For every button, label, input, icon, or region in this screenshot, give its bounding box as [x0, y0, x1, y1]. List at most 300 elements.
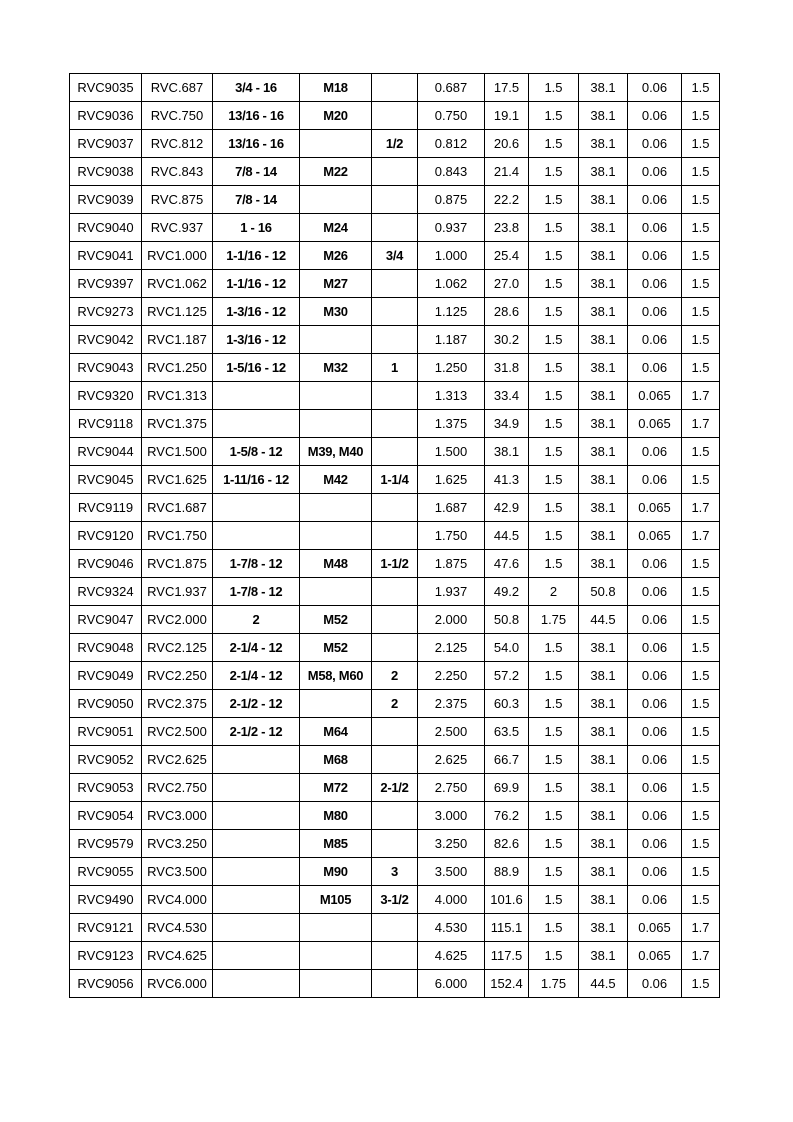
value-b-cell: 38.1: [579, 354, 628, 382]
value-c-cell: 0.06: [628, 746, 682, 774]
mm-size-cell: 115.1: [485, 914, 529, 942]
metric-cell: [300, 382, 372, 410]
part-number-cell: RVC9044: [70, 438, 142, 466]
part-number-cell: RVC9320: [70, 382, 142, 410]
pipe-size-cell: [372, 830, 418, 858]
value-d-cell: 1.5: [682, 466, 720, 494]
thread-cell: 1-5/16 - 12: [213, 354, 300, 382]
model-cell: RVC1.625: [142, 466, 213, 494]
model-cell: RVC1.313: [142, 382, 213, 410]
pipe-size-cell: [372, 914, 418, 942]
part-number-cell: RVC9052: [70, 746, 142, 774]
value-d-cell: 1.5: [682, 130, 720, 158]
value-c-cell: 0.06: [628, 186, 682, 214]
table-row: [70, 270, 720, 298]
metric-cell: M20: [300, 102, 372, 130]
inch-size-cell: 1.062: [418, 270, 485, 298]
value-b-cell: 38.1: [579, 102, 628, 130]
value-a-cell: 1.5: [529, 662, 579, 690]
thread-cell: 1-3/16 - 12: [213, 326, 300, 354]
inch-size-cell: 2.625: [418, 746, 485, 774]
pipe-size-cell: [372, 298, 418, 326]
pipe-size-cell: [372, 214, 418, 242]
pipe-size-cell: [372, 970, 418, 998]
model-cell: RVC.750: [142, 102, 213, 130]
mm-size-cell: 47.6: [485, 550, 529, 578]
mm-size-cell: 42.9: [485, 494, 529, 522]
pipe-size-cell: 1-1/2: [372, 550, 418, 578]
thread-cell: [213, 942, 300, 970]
value-d-cell: 1.5: [682, 886, 720, 914]
value-c-cell: 0.06: [628, 718, 682, 746]
thread-cell: [213, 858, 300, 886]
model-cell: RVC.875: [142, 186, 213, 214]
value-c-cell: 0.06: [628, 298, 682, 326]
table-row: [70, 858, 720, 886]
inch-size-cell: 2.125: [418, 634, 485, 662]
model-cell: RVC2.500: [142, 718, 213, 746]
metric-cell: [300, 942, 372, 970]
value-b-cell: 38.1: [579, 942, 628, 970]
pipe-size-cell: [372, 634, 418, 662]
part-number-cell: RVC9324: [70, 578, 142, 606]
value-b-cell: 38.1: [579, 438, 628, 466]
table-row: [70, 942, 720, 970]
metric-cell: M30: [300, 298, 372, 326]
model-cell: RVC.812: [142, 130, 213, 158]
value-b-cell: 38.1: [579, 690, 628, 718]
value-c-cell: 0.065: [628, 942, 682, 970]
value-b-cell: 38.1: [579, 186, 628, 214]
metric-cell: [300, 970, 372, 998]
value-b-cell: 38.1: [579, 522, 628, 550]
model-cell: RVC.843: [142, 158, 213, 186]
part-number-cell: RVC9050: [70, 690, 142, 718]
value-a-cell: 1.5: [529, 354, 579, 382]
mm-size-cell: 27.0: [485, 270, 529, 298]
table-row: [70, 690, 720, 718]
mm-size-cell: 76.2: [485, 802, 529, 830]
inch-size-cell: 4.625: [418, 942, 485, 970]
pipe-size-cell: 2: [372, 662, 418, 690]
value-d-cell: 1.5: [682, 774, 720, 802]
part-number-cell: RVC9056: [70, 970, 142, 998]
value-c-cell: 0.06: [628, 74, 682, 102]
value-d-cell: 1.5: [682, 746, 720, 774]
inch-size-cell: 0.750: [418, 102, 485, 130]
mm-size-cell: 49.2: [485, 578, 529, 606]
table-row: [70, 438, 720, 466]
pipe-size-cell: [372, 74, 418, 102]
part-number-cell: RVC9055: [70, 858, 142, 886]
value-a-cell: 1.5: [529, 382, 579, 410]
part-number-cell: RVC9049: [70, 662, 142, 690]
part-number-cell: RVC9053: [70, 774, 142, 802]
mm-size-cell: 25.4: [485, 242, 529, 270]
value-d-cell: 1.5: [682, 74, 720, 102]
inch-size-cell: 1.750: [418, 522, 485, 550]
model-cell: RVC3.250: [142, 830, 213, 858]
value-d-cell: 1.5: [682, 550, 720, 578]
inch-size-cell: 1.375: [418, 410, 485, 438]
metric-cell: [300, 130, 372, 158]
metric-cell: M22: [300, 158, 372, 186]
value-a-cell: 1.5: [529, 242, 579, 270]
value-a-cell: 1.5: [529, 522, 579, 550]
pipe-size-cell: 3: [372, 858, 418, 886]
mm-size-cell: 152.4: [485, 970, 529, 998]
model-cell: RVC1.875: [142, 550, 213, 578]
value-d-cell: 1.7: [682, 942, 720, 970]
value-d-cell: 1.5: [682, 634, 720, 662]
pipe-size-cell: [372, 606, 418, 634]
value-a-cell: 1.5: [529, 326, 579, 354]
table-row: [70, 410, 720, 438]
model-cell: RVC2.250: [142, 662, 213, 690]
metric-cell: M42: [300, 466, 372, 494]
value-a-cell: 1.5: [529, 550, 579, 578]
inch-size-cell: 0.843: [418, 158, 485, 186]
part-number-cell: RVC9118: [70, 410, 142, 438]
pipe-size-cell: [372, 158, 418, 186]
thread-cell: [213, 522, 300, 550]
model-cell: RVC4.000: [142, 886, 213, 914]
thread-cell: 1-5/8 - 12: [213, 438, 300, 466]
thread-cell: 7/8 - 14: [213, 158, 300, 186]
table-row: [70, 102, 720, 130]
part-number-cell: RVC9037: [70, 130, 142, 158]
metric-cell: M52: [300, 606, 372, 634]
value-a-cell: 1.5: [529, 830, 579, 858]
value-c-cell: 0.06: [628, 886, 682, 914]
value-a-cell: 1.5: [529, 270, 579, 298]
table-row: [70, 158, 720, 186]
table-row: [70, 774, 720, 802]
pipe-size-cell: [372, 382, 418, 410]
thread-cell: 7/8 - 14: [213, 186, 300, 214]
mm-size-cell: 101.6: [485, 886, 529, 914]
part-number-cell: RVC9047: [70, 606, 142, 634]
inch-size-cell: 1.250: [418, 354, 485, 382]
value-b-cell: 38.1: [579, 382, 628, 410]
pipe-size-cell: [372, 942, 418, 970]
table-row: [70, 382, 720, 410]
value-a-cell: 1.5: [529, 634, 579, 662]
value-b-cell: 38.1: [579, 774, 628, 802]
mm-size-cell: 17.5: [485, 74, 529, 102]
mm-size-cell: 38.1: [485, 438, 529, 466]
thread-cell: [213, 886, 300, 914]
value-b-cell: 50.8: [579, 578, 628, 606]
mm-size-cell: 54.0: [485, 634, 529, 662]
value-c-cell: 0.065: [628, 914, 682, 942]
value-c-cell: 0.06: [628, 634, 682, 662]
mm-size-cell: 20.6: [485, 130, 529, 158]
inch-size-cell: 1.000: [418, 242, 485, 270]
mm-size-cell: 30.2: [485, 326, 529, 354]
value-b-cell: 44.5: [579, 606, 628, 634]
pipe-size-cell: [372, 410, 418, 438]
value-c-cell: 0.06: [628, 270, 682, 298]
inch-size-cell: 3.500: [418, 858, 485, 886]
metric-cell: [300, 494, 372, 522]
value-d-cell: 1.5: [682, 858, 720, 886]
mm-size-cell: 50.8: [485, 606, 529, 634]
model-cell: RVC6.000: [142, 970, 213, 998]
metric-cell: M52: [300, 634, 372, 662]
model-cell: RVC2.750: [142, 774, 213, 802]
inch-size-cell: 2.250: [418, 662, 485, 690]
value-d-cell: 1.5: [682, 578, 720, 606]
thread-cell: 1-7/8 - 12: [213, 550, 300, 578]
thread-cell: 1 - 16: [213, 214, 300, 242]
thread-cell: [213, 382, 300, 410]
part-number-cell: RVC9120: [70, 522, 142, 550]
part-number-cell: RVC9046: [70, 550, 142, 578]
value-a-cell: 1.5: [529, 214, 579, 242]
value-d-cell: 1.7: [682, 914, 720, 942]
table-row: [70, 634, 720, 662]
mm-size-cell: 88.9: [485, 858, 529, 886]
table-row: [70, 662, 720, 690]
value-b-cell: 38.1: [579, 662, 628, 690]
value-c-cell: 0.065: [628, 494, 682, 522]
pipe-size-cell: [372, 746, 418, 774]
part-number-cell: RVC9035: [70, 74, 142, 102]
table-row: [70, 550, 720, 578]
metric-cell: [300, 914, 372, 942]
value-c-cell: 0.06: [628, 578, 682, 606]
model-cell: RVC2.625: [142, 746, 213, 774]
inch-size-cell: 1.937: [418, 578, 485, 606]
metric-cell: M90: [300, 858, 372, 886]
table-row: [70, 242, 720, 270]
value-a-cell: 1.5: [529, 438, 579, 466]
thread-cell: 1-7/8 - 12: [213, 578, 300, 606]
thread-cell: 2: [213, 606, 300, 634]
mm-size-cell: 31.8: [485, 354, 529, 382]
value-a-cell: 1.5: [529, 802, 579, 830]
inch-size-cell: 1.687: [418, 494, 485, 522]
pipe-size-cell: [372, 718, 418, 746]
value-a-cell: 1.5: [529, 130, 579, 158]
value-d-cell: 1.7: [682, 382, 720, 410]
metric-cell: [300, 690, 372, 718]
mm-size-cell: 21.4: [485, 158, 529, 186]
part-number-cell: RVC9040: [70, 214, 142, 242]
value-d-cell: 1.5: [682, 718, 720, 746]
value-a-cell: 1.5: [529, 858, 579, 886]
model-cell: RVC4.625: [142, 942, 213, 970]
value-d-cell: 1.5: [682, 830, 720, 858]
part-number-cell: RVC9490: [70, 886, 142, 914]
inch-size-cell: 1.625: [418, 466, 485, 494]
thread-cell: [213, 830, 300, 858]
pipe-size-cell: 1-1/4: [372, 466, 418, 494]
part-number-cell: RVC9042: [70, 326, 142, 354]
thread-cell: [213, 410, 300, 438]
part-number-cell: RVC9051: [70, 718, 142, 746]
mm-size-cell: 41.3: [485, 466, 529, 494]
value-b-cell: 38.1: [579, 802, 628, 830]
value-c-cell: 0.06: [628, 858, 682, 886]
model-cell: RVC.937: [142, 214, 213, 242]
metric-cell: M68: [300, 746, 372, 774]
value-b-cell: 38.1: [579, 242, 628, 270]
thread-cell: 13/16 - 16: [213, 102, 300, 130]
part-number-cell: RVC9273: [70, 298, 142, 326]
value-c-cell: 0.06: [628, 550, 682, 578]
value-a-cell: 1.5: [529, 774, 579, 802]
value-a-cell: 1.5: [529, 690, 579, 718]
part-number-cell: RVC9045: [70, 466, 142, 494]
inch-size-cell: 4.000: [418, 886, 485, 914]
value-a-cell: 1.5: [529, 746, 579, 774]
value-c-cell: 0.065: [628, 410, 682, 438]
model-cell: RVC4.530: [142, 914, 213, 942]
value-b-cell: 38.1: [579, 466, 628, 494]
inch-size-cell: 0.875: [418, 186, 485, 214]
value-b-cell: 38.1: [579, 634, 628, 662]
mm-size-cell: 22.2: [485, 186, 529, 214]
inch-size-cell: 2.000: [418, 606, 485, 634]
metric-cell: M48: [300, 550, 372, 578]
value-b-cell: 38.1: [579, 270, 628, 298]
model-cell: RVC1.687: [142, 494, 213, 522]
inch-size-cell: 1.875: [418, 550, 485, 578]
thread-cell: 2-1/4 - 12: [213, 634, 300, 662]
table-row: [70, 522, 720, 550]
pipe-size-cell: [372, 494, 418, 522]
value-c-cell: 0.06: [628, 214, 682, 242]
metric-cell: M24: [300, 214, 372, 242]
table-row: [70, 298, 720, 326]
value-b-cell: 38.1: [579, 494, 628, 522]
table-row: [70, 718, 720, 746]
value-d-cell: 1.5: [682, 186, 720, 214]
thread-cell: [213, 914, 300, 942]
model-cell: RVC1.187: [142, 326, 213, 354]
mm-size-cell: 66.7: [485, 746, 529, 774]
part-number-cell: RVC9397: [70, 270, 142, 298]
value-b-cell: 38.1: [579, 718, 628, 746]
table-row: [70, 466, 720, 494]
model-cell: RVC1.375: [142, 410, 213, 438]
pipe-size-cell: [372, 270, 418, 298]
table-row: [70, 886, 720, 914]
value-d-cell: 1.5: [682, 606, 720, 634]
value-b-cell: 38.1: [579, 858, 628, 886]
value-a-cell: 1.5: [529, 494, 579, 522]
part-number-cell: RVC9121: [70, 914, 142, 942]
value-a-cell: 1.5: [529, 158, 579, 186]
inch-size-cell: 2.500: [418, 718, 485, 746]
inch-size-cell: 1.313: [418, 382, 485, 410]
metric-cell: M58, M60: [300, 662, 372, 690]
value-a-cell: 1.75: [529, 970, 579, 998]
mm-size-cell: 69.9: [485, 774, 529, 802]
mm-size-cell: 23.8: [485, 214, 529, 242]
value-a-cell: 1.5: [529, 718, 579, 746]
inch-size-cell: 4.530: [418, 914, 485, 942]
thread-cell: 1-1/16 - 12: [213, 270, 300, 298]
pipe-size-cell: [372, 326, 418, 354]
value-c-cell: 0.06: [628, 466, 682, 494]
metric-cell: M39, M40: [300, 438, 372, 466]
value-a-cell: 1.75: [529, 606, 579, 634]
value-c-cell: 0.06: [628, 130, 682, 158]
model-cell: RVC1.500: [142, 438, 213, 466]
value-b-cell: 38.1: [579, 886, 628, 914]
value-d-cell: 1.7: [682, 522, 720, 550]
value-a-cell: 1.5: [529, 102, 579, 130]
table-row: [70, 746, 720, 774]
value-c-cell: 0.06: [628, 606, 682, 634]
thread-cell: [213, 970, 300, 998]
pipe-size-cell: 3/4: [372, 242, 418, 270]
metric-cell: M105: [300, 886, 372, 914]
pipe-size-cell: 2: [372, 690, 418, 718]
value-a-cell: 1.5: [529, 298, 579, 326]
value-c-cell: 0.065: [628, 522, 682, 550]
inch-size-cell: 2.750: [418, 774, 485, 802]
value-d-cell: 1.5: [682, 802, 720, 830]
metric-cell: [300, 326, 372, 354]
pipe-size-cell: [372, 102, 418, 130]
pipe-size-cell: 3-1/2: [372, 886, 418, 914]
metric-cell: [300, 186, 372, 214]
mm-size-cell: 82.6: [485, 830, 529, 858]
model-cell: RVC1.125: [142, 298, 213, 326]
part-number-cell: RVC9041: [70, 242, 142, 270]
value-b-cell: 38.1: [579, 158, 628, 186]
table-row: [70, 970, 720, 998]
inch-size-cell: 1.125: [418, 298, 485, 326]
value-b-cell: 38.1: [579, 410, 628, 438]
value-a-cell: 1.5: [529, 942, 579, 970]
thread-cell: 2-1/4 - 12: [213, 662, 300, 690]
model-cell: RVC1.062: [142, 270, 213, 298]
mm-size-cell: 117.5: [485, 942, 529, 970]
metric-cell: M72: [300, 774, 372, 802]
value-d-cell: 1.5: [682, 102, 720, 130]
pipe-size-cell: [372, 186, 418, 214]
value-d-cell: 1.5: [682, 214, 720, 242]
model-cell: RVC3.000: [142, 802, 213, 830]
thread-cell: [213, 802, 300, 830]
thread-cell: [213, 746, 300, 774]
metric-cell: M64: [300, 718, 372, 746]
mm-size-cell: 60.3: [485, 690, 529, 718]
value-d-cell: 1.7: [682, 410, 720, 438]
model-cell: RVC.687: [142, 74, 213, 102]
value-d-cell: 1.5: [682, 326, 720, 354]
pipe-size-cell: [372, 522, 418, 550]
value-a-cell: 2: [529, 578, 579, 606]
value-b-cell: 38.1: [579, 326, 628, 354]
value-c-cell: 0.06: [628, 830, 682, 858]
value-b-cell: 38.1: [579, 130, 628, 158]
value-a-cell: 1.5: [529, 74, 579, 102]
value-d-cell: 1.5: [682, 298, 720, 326]
value-b-cell: 38.1: [579, 74, 628, 102]
inch-size-cell: 0.937: [418, 214, 485, 242]
inch-size-cell: 1.187: [418, 326, 485, 354]
part-number-cell: RVC9039: [70, 186, 142, 214]
model-cell: RVC1.000: [142, 242, 213, 270]
model-cell: RVC1.750: [142, 522, 213, 550]
value-d-cell: 1.5: [682, 158, 720, 186]
